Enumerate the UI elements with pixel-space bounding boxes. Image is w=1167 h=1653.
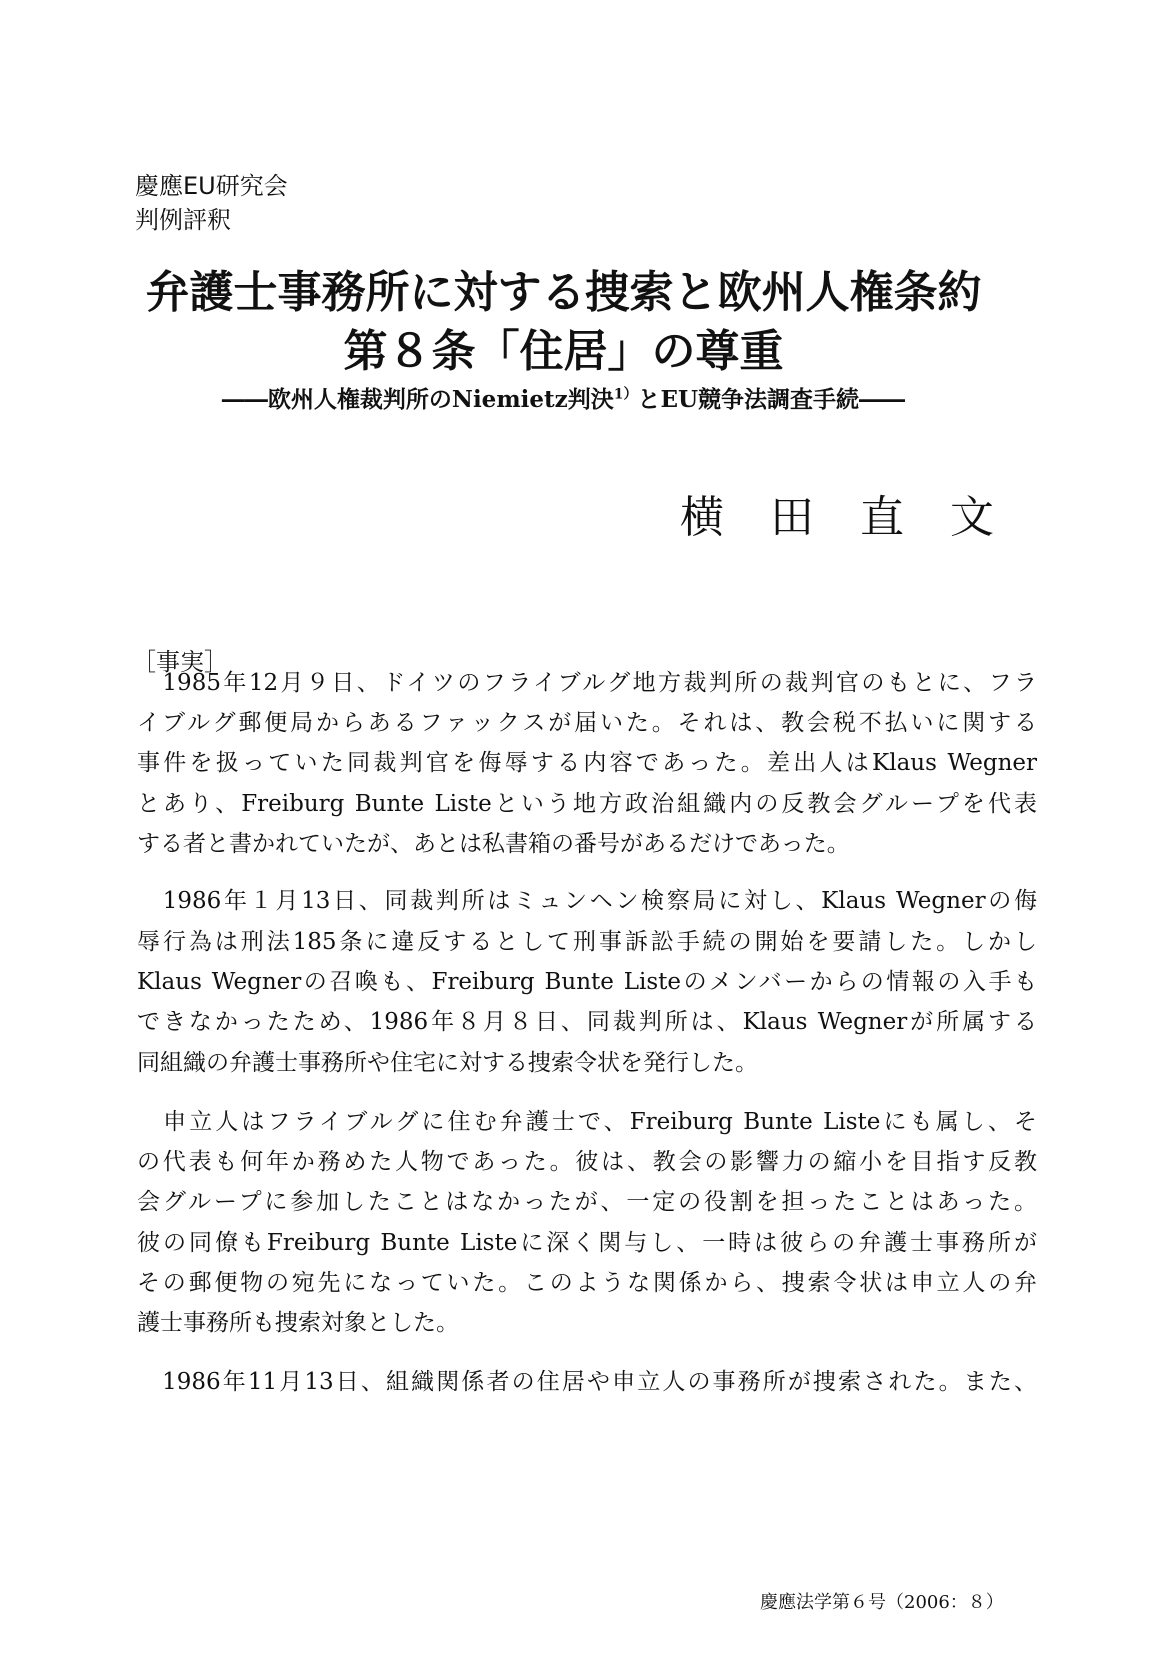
title-line-2: 第８条「住居」の尊重 [343,326,784,377]
title-line-1: 弁護士事務所に対する捜索と欧州人権条約 [145,267,982,318]
body-line: イブルグ郵便局からあるファックスが届いた。それは、教会税不払いに関する [137,710,1037,736]
body-line: その郵便物の宛先になっていた。このような関係から、捜索令状は申立人の弁 [137,1270,1037,1296]
body-line: 1986年１月13日、同裁判所はミュンヘン検察局に対し、Klaus Wegnerの侮 [137,888,1037,914]
footnote-marker[interactable]: 1） [613,386,638,403]
subtitle-main: ――欧州人権裁判所のNiemietz判決 [221,386,614,413]
body-line: 1985年12月９日、ドイツのフライブルグ地方裁判所の裁判官のもとに、フラ [137,670,1037,696]
subtitle-tail: とEU競争法調査手続―― [637,386,906,413]
body-line: 同組織の弁護士事務所や住宅に対する捜索令状を発行した。 [137,1050,758,1076]
body-line: する者と書かれていたが、あとは私書箱の番号があるだけであった。 [137,831,850,857]
body-line: Klaus Wegnerの召喚も、Freiburg Bunte Listeのメンバーからの情報の入手も [137,969,1037,995]
section-heading: ［事実］ [132,648,228,676]
subtitle [0,384,1147,416]
body-line: 辱行為は刑法185条に違反するとして刑事訴訟手続の開始を要請した。しかし [137,929,1037,955]
body-line: 申立人はフライブルグに住む弁護士で、Freiburg Bunte Listeにも属し、そ [137,1109,1037,1135]
body-line: 1986年11月13日、組織関係者の住居や申立人の事務所が捜索された。また、 [137,1369,1037,1395]
author-name: 横田直文 [680,492,1040,543]
body-line: 護士事務所も捜索対象とした。 [137,1310,459,1336]
body-line: とあり、Freiburg Bunte Listeという地方政治組織内の反教会グループを代表 [137,791,1037,817]
body-line: できなかったため、1986年８月８日、同裁判所は、Klaus Wegnerが所属する [137,1009,1037,1035]
body-line: 事件を扱っていた同裁判官を侮辱する内容であった。差出人はKlaus Wegner [137,750,1037,776]
body-line: 彼の同僚もFreiburg Bunte Listeに深く関与し、一時は彼らの弁護士事務所が [137,1230,1037,1256]
body-line: の代表も何年か務めた人物であった。彼は、教会の影響力の縮小を目指す反教 [137,1149,1037,1175]
journal-footer: 慶應法学第６号（2006：８） [760,1592,1004,1613]
body-line: 会グループに参加したことはなかったが、一定の役割を担ったことはあった。 [137,1189,1037,1215]
organization-label: 慶應EU研究会 [135,172,288,200]
category-label: 判例評釈 [135,206,231,234]
